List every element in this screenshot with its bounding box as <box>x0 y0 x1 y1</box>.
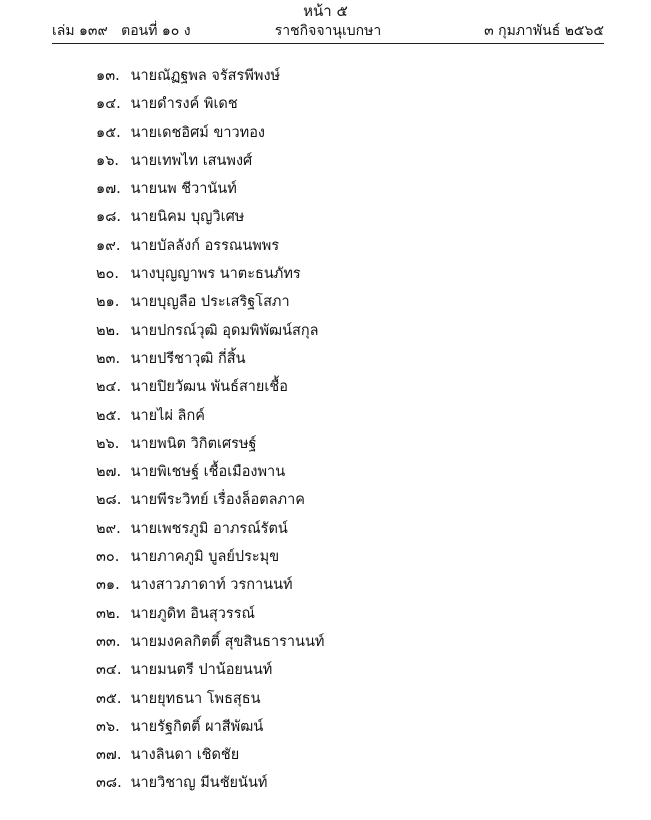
entry-name: นายนพ ชีวานันท์ <box>130 181 237 198</box>
entry-name: นายรัฐกิตติ์ ผาสีพัฒน์ <box>130 718 264 735</box>
entry-name: นายไผ่ ลิกค์ <box>130 407 205 424</box>
entry-name: นายปกรณ์วุฒิ อุดมพิพัฒน์สกุล <box>130 322 319 339</box>
name-list <box>96 62 324 798</box>
entry-name: นายเทพไท เสนพงศ์ <box>130 152 253 169</box>
list-item <box>96 685 324 713</box>
entry-number: ๓๔. <box>96 662 122 679</box>
entry-number: ๓๐. <box>96 549 120 566</box>
issue-label: ตอนที่ ๑๐ ง <box>121 23 191 39</box>
entry-number: ๒๑. <box>96 294 120 311</box>
list-item <box>96 232 324 260</box>
entry-name: นายยุทธนา โพธสุธน <box>130 690 261 707</box>
entry-name: นายภูดิท อินสุวรรณ์ <box>130 605 255 622</box>
publication-date: ๓ กุมภาพันธ์ ๒๕๖๕ <box>484 23 604 39</box>
list-item <box>96 600 324 628</box>
entry-name: นางสาวภาดาท์ วรกานนท์ <box>130 577 293 594</box>
publication-title: ราชกิจจานุเบกษา <box>274 23 382 39</box>
list-item <box>96 628 324 656</box>
entry-number: ๑๖. <box>96 152 120 169</box>
list-item <box>96 713 324 741</box>
list-item <box>96 543 324 571</box>
entry-number: ๑๘. <box>96 209 121 226</box>
entry-name: นางลินดา เชิดชัย <box>130 747 240 764</box>
list-item <box>96 119 324 147</box>
list-item <box>96 656 324 684</box>
list-item <box>96 317 324 345</box>
entry-name: นายณัฏฐพล จรัสรพีพงษ์ <box>130 68 281 84</box>
list-item <box>96 260 324 288</box>
list-item <box>96 147 324 175</box>
entry-number: ๑๕. <box>96 124 121 141</box>
list-item <box>96 62 324 90</box>
header-divider <box>52 43 604 44</box>
entry-name: นายปรีชาวุฒิ กี่สิ้น <box>130 350 246 367</box>
list-item <box>96 373 324 401</box>
list-item <box>96 458 324 486</box>
entry-name: นายนิคม บุญวิเศษ <box>130 209 245 226</box>
entry-name: นายเดชอิศม์ ขาวทอง <box>130 124 265 141</box>
entry-name: นายบุญลือ ประเสริฐโสภา <box>130 294 290 311</box>
entry-number: ๓๓. <box>96 633 121 650</box>
entry-name: นายมนตรี ปาน้อยนนท์ <box>130 662 273 679</box>
entry-name: นายมงคลกิตติ์ สุขสินธารานนท์ <box>130 633 325 650</box>
entry-number: ๒๙. <box>96 520 121 537</box>
entry-number: ๑๙. <box>96 237 121 254</box>
list-item <box>96 203 324 231</box>
entry-name: นางบุญญาพร นาตะธนภัทร <box>130 266 301 283</box>
entry-number: ๒๐. <box>96 266 120 283</box>
entry-number: ๓๗. <box>96 747 122 764</box>
entry-number: ๑๔. <box>96 96 121 113</box>
list-item <box>96 769 324 797</box>
entry-number: ๒๕. <box>96 407 122 424</box>
entry-number: ๑๗. <box>96 181 121 198</box>
entry-name: นายดำรงค์ พิเดช <box>130 96 238 113</box>
list-item <box>96 571 324 599</box>
volume-label: เล่ม ๑๓๙ <box>52 23 108 39</box>
list-item <box>96 90 324 118</box>
list-item <box>96 402 324 430</box>
entry-name: นายพิเชษฐ์ เชื้อเมืองพาน <box>130 464 286 481</box>
list-item <box>96 288 324 316</box>
entry-name: นายบัลลังก์ อรรณนพพร <box>130 237 280 254</box>
entry-number: ๓๕. <box>96 690 122 707</box>
list-item <box>96 515 324 543</box>
list-item <box>96 741 324 769</box>
entry-number: ๓๖. <box>96 718 120 735</box>
list-item <box>96 345 324 373</box>
entry-name: นายพนิต วิกิตเศรษฐ์ <box>130 435 257 452</box>
entry-number: ๒๗. <box>96 464 122 481</box>
entry-name: นายปิยวัฒน พันธ์สายเชื้อ <box>130 379 288 396</box>
entry-number: ๓๘. <box>96 775 122 792</box>
entry-number: ๒๔. <box>96 379 122 396</box>
gazette-header <box>52 22 604 42</box>
list-item <box>96 175 324 203</box>
entry-name: นายเพชรภูมิ อาภรณ์รัตน์ <box>130 520 288 537</box>
entry-name: นายพีระวิทย์ เรื่องล็อตลภาค <box>130 492 305 509</box>
entry-number: ๒๒. <box>96 322 120 339</box>
list-item <box>96 430 324 458</box>
entry-name: นายภาคภูมิ บูลย์ประมุข <box>130 549 280 566</box>
entry-number: ๓๒. <box>96 605 121 622</box>
page-number: หน้า ๕ <box>303 2 348 20</box>
entry-number: ๒๖. <box>96 435 120 452</box>
entry-number: ๑๓. <box>96 68 120 84</box>
list-item <box>96 486 324 514</box>
entry-number: ๒๓. <box>96 350 121 367</box>
entry-name: นายวิชาญ มีนชัยนันท์ <box>130 775 268 792</box>
entry-number: ๓๑. <box>96 577 120 594</box>
entry-number: ๒๘. <box>96 492 122 509</box>
